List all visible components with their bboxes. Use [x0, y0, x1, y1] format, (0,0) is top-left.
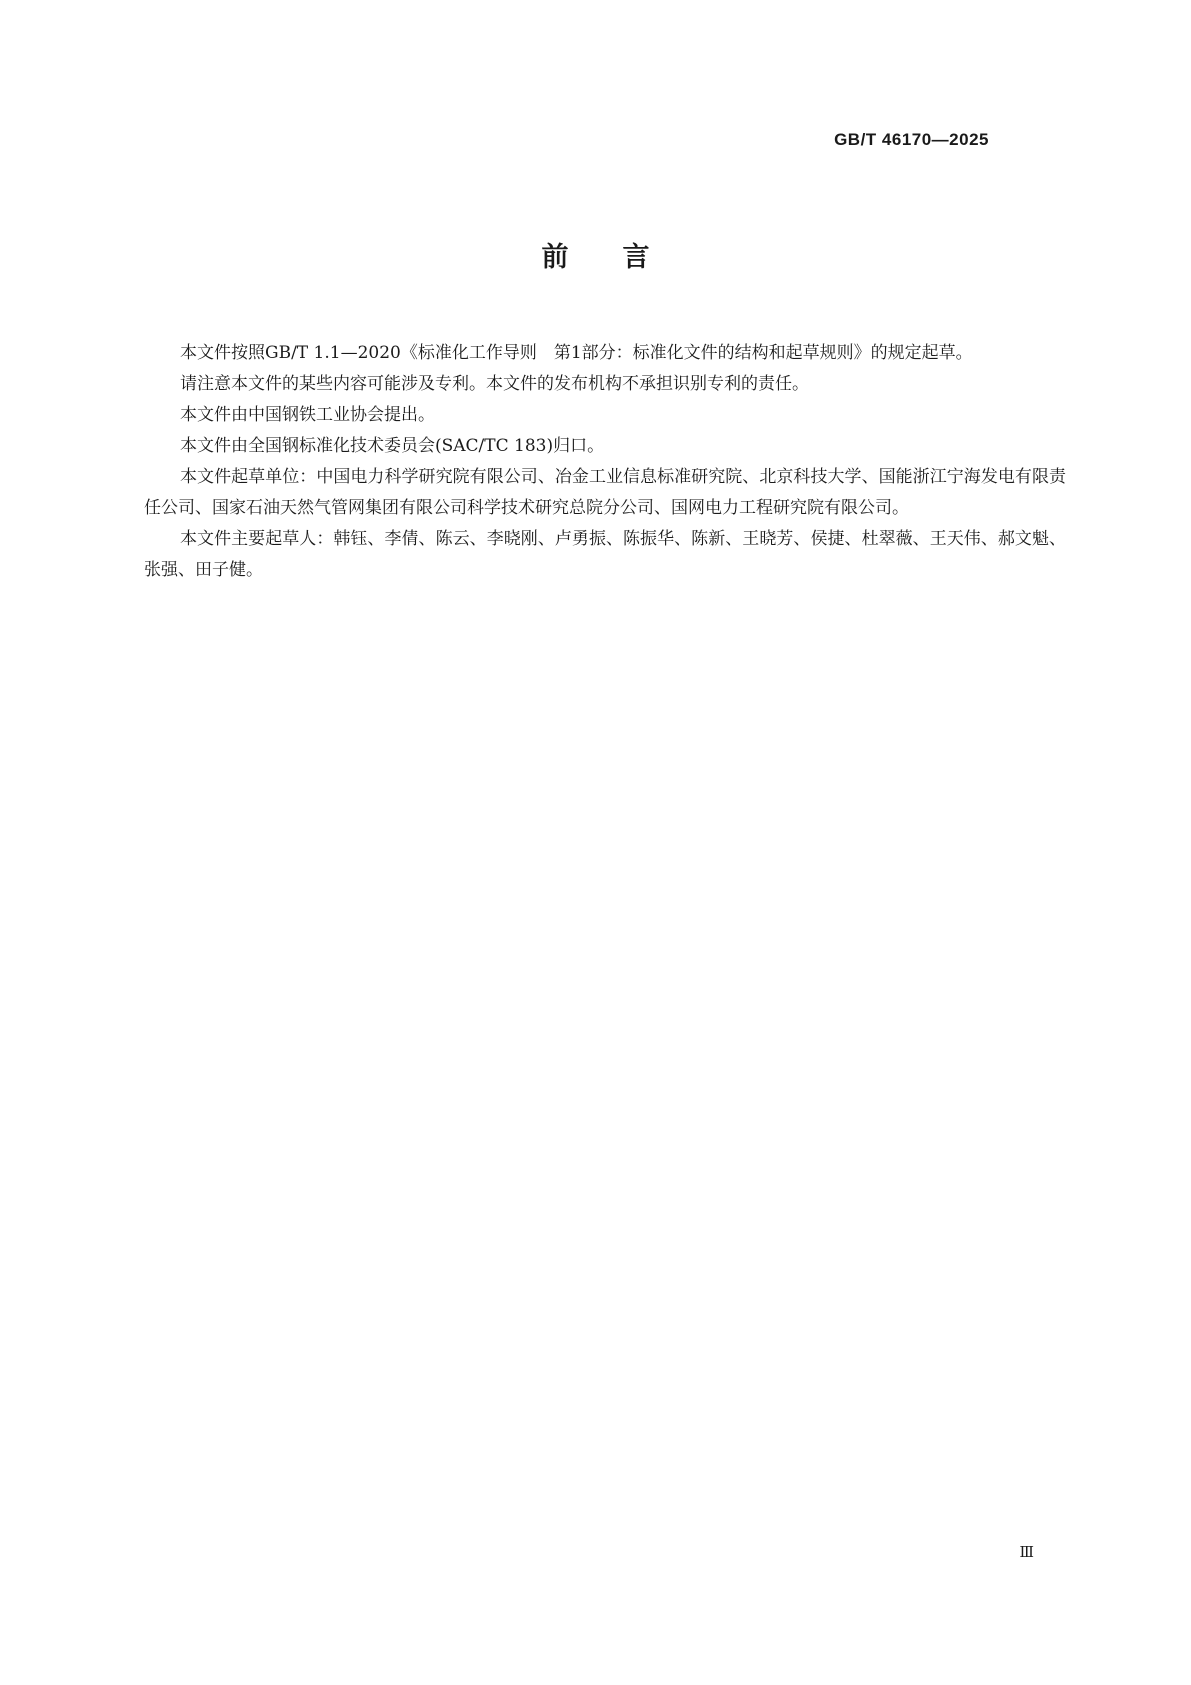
paragraph-drafters: 本文件主要起草人：韩钰、李倩、陈云、李晓刚、卢勇振、陈振华、陈新、王晓芳、侯捷、杜翠薇、王天伟、郝文魁、张强、田子健。 — [144, 529, 1066, 580]
paragraph-drafting-rules: 本文件按照GB/T 1.1—2020《标准化工作导则 第1部分：标准化文件的结构和起草规则》的规定起草。 — [180, 343, 973, 363]
paragraph-committee: 本文件由全国钢标准化技术委员会(SAC/TC 183)归口。 — [180, 436, 605, 456]
title-char-2: 言 — [622, 242, 650, 273]
standard-code: GB/T 46170—2025 — [834, 130, 989, 149]
paragraph-patent-notice: 请注意本文件的某些内容可能涉及专利。本文件的发布机构不承担识别专利的责任。 — [180, 374, 809, 394]
page-title — [0, 235, 1191, 274]
page-number: Ⅲ — [1019, 1543, 1034, 1561]
paragraph-proposer: 本文件由中国钢铁工业协会提出。 — [180, 405, 435, 425]
paragraph-drafting-units: 本文件起草单位：中国电力科学研究院有限公司、冶金工业信息标准研究院、北京科技大学、国能浙江宁海发电有限责任公司、国家石油天然气管网集团有限公司科学技术研究总院分公司、国网电力工程研究院有限公司。 — [144, 467, 1066, 518]
foreword-body — [144, 338, 1066, 586]
title-char-1: 前 — [541, 242, 569, 273]
